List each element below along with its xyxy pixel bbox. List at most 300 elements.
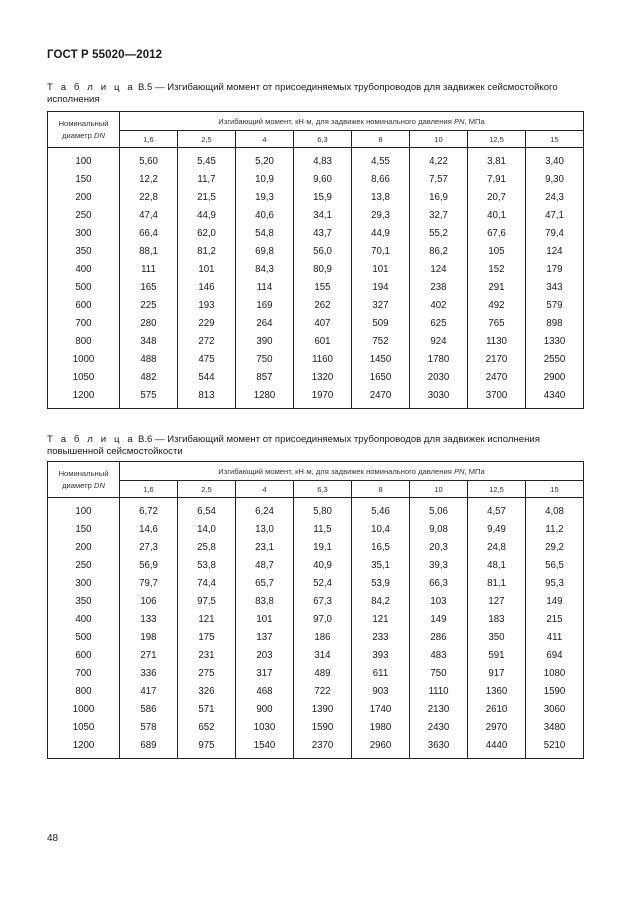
moment-cell: 101 bbox=[236, 610, 294, 628]
table-caption-b5 bbox=[47, 82, 583, 105]
moment-cell: 86,2 bbox=[410, 242, 468, 260]
moment-cell: 149 bbox=[410, 610, 468, 628]
moment-cell: 402 bbox=[410, 296, 468, 314]
table-row bbox=[48, 498, 584, 521]
moment-cell: 65,7 bbox=[236, 574, 294, 592]
table-row bbox=[48, 332, 584, 350]
moment-cell: 39,3 bbox=[410, 556, 468, 574]
moment-cell: 80,9 bbox=[294, 260, 352, 278]
moment-cell: 900 bbox=[236, 700, 294, 718]
moment-cell: 70,1 bbox=[352, 242, 410, 260]
pressure-header: 8 bbox=[352, 131, 410, 148]
moment-cell: 1970 bbox=[294, 386, 352, 409]
pressure-header: 1,6 bbox=[120, 481, 178, 498]
moment-cell: 21,5 bbox=[178, 188, 236, 206]
moment-cell: 326 bbox=[178, 682, 236, 700]
moment-cell: 327 bbox=[352, 296, 410, 314]
moment-cell: 88,1 bbox=[120, 242, 178, 260]
moment-cell: 5,45 bbox=[178, 148, 236, 171]
moment-cell: 127 bbox=[468, 592, 526, 610]
moment-cell: 271 bbox=[120, 646, 178, 664]
table-row bbox=[48, 520, 584, 538]
moment-cell: 291 bbox=[468, 278, 526, 296]
moment-cell: 111 bbox=[120, 260, 178, 278]
moment-cell: 16,9 bbox=[410, 188, 468, 206]
moment-cell: 35,1 bbox=[352, 556, 410, 574]
moment-cell: 407 bbox=[294, 314, 352, 332]
moment-cell: 4440 bbox=[468, 736, 526, 759]
moment-cell: 34,1 bbox=[294, 206, 352, 224]
moment-cell: 625 bbox=[410, 314, 468, 332]
moment-cell: 2130 bbox=[410, 700, 468, 718]
moment-cell: 83,8 bbox=[236, 592, 294, 610]
moment-cell: 95,3 bbox=[526, 574, 584, 592]
moment-cell: 32,7 bbox=[410, 206, 468, 224]
dn-cell: 150 bbox=[48, 170, 120, 188]
document-header: ГОСТ Р 55020—2012 bbox=[47, 49, 163, 61]
table-row bbox=[48, 736, 584, 759]
moment-cell: 146 bbox=[178, 278, 236, 296]
table-row bbox=[48, 682, 584, 700]
moment-cell: 11,5 bbox=[294, 520, 352, 538]
moment-cell: 16,5 bbox=[352, 538, 410, 556]
moment-cell: 48,7 bbox=[236, 556, 294, 574]
moment-cell: 23,1 bbox=[236, 538, 294, 556]
moment-cell: 24,3 bbox=[526, 188, 584, 206]
moment-cell: 1080 bbox=[526, 664, 584, 682]
moment-cell: 579 bbox=[526, 296, 584, 314]
moment-cell: 81,1 bbox=[468, 574, 526, 592]
moment-cell: 27,3 bbox=[120, 538, 178, 556]
moment-cell: 56,0 bbox=[294, 242, 352, 260]
moment-cell: 233 bbox=[352, 628, 410, 646]
moment-cell: 272 bbox=[178, 332, 236, 350]
moment-cell: 101 bbox=[178, 260, 236, 278]
moment-cell: 56,9 bbox=[120, 556, 178, 574]
pressure-header: 4 bbox=[236, 481, 294, 498]
moment-cell: 2170 bbox=[468, 350, 526, 368]
dn-cell: 350 bbox=[48, 592, 120, 610]
dn-cell: 250 bbox=[48, 556, 120, 574]
moment-cell: 1130 bbox=[468, 332, 526, 350]
group-header: Изгибающий момент, кН·м, для задвижек номинального давления PN, МПа bbox=[120, 462, 584, 481]
table-body bbox=[48, 498, 584, 759]
moment-cell: 43,7 bbox=[294, 224, 352, 242]
moment-cell: 903 bbox=[352, 682, 410, 700]
pressure-header: 15 bbox=[526, 481, 584, 498]
pressure-header: 10 bbox=[410, 131, 468, 148]
moment-cell: 1110 bbox=[410, 682, 468, 700]
table-row bbox=[48, 260, 584, 278]
moment-cell: 179 bbox=[526, 260, 584, 278]
moment-cell: 5,60 bbox=[120, 148, 178, 171]
dn-cell: 1050 bbox=[48, 718, 120, 736]
dn-cell: 1200 bbox=[48, 736, 120, 759]
moment-cell: 238 bbox=[410, 278, 468, 296]
moment-cell: 13,0 bbox=[236, 520, 294, 538]
moment-cell: 47,1 bbox=[526, 206, 584, 224]
moment-cell: 149 bbox=[526, 592, 584, 610]
moment-cell: 97,0 bbox=[294, 610, 352, 628]
dn-cell: 700 bbox=[48, 664, 120, 682]
table-row bbox=[48, 206, 584, 224]
dn-cell: 200 bbox=[48, 538, 120, 556]
moment-cell: 47,4 bbox=[120, 206, 178, 224]
moment-cell: 3,81 bbox=[468, 148, 526, 171]
moment-cell: 492 bbox=[468, 296, 526, 314]
moment-cell: 689 bbox=[120, 736, 178, 759]
moment-cell: 215 bbox=[526, 610, 584, 628]
moment-cell: 1540 bbox=[236, 736, 294, 759]
moment-cell: 8,66 bbox=[352, 170, 410, 188]
moment-cell: 53,9 bbox=[352, 574, 410, 592]
moment-cell: 3030 bbox=[410, 386, 468, 409]
caption-text: В.5 — Изгибающий момент от присоединяемых трубопроводов для задвижек сейсмостойкого исполнения bbox=[47, 82, 558, 105]
pressure-header: 2,5 bbox=[178, 481, 236, 498]
table-row bbox=[48, 646, 584, 664]
pressure-header: 1,6 bbox=[120, 131, 178, 148]
moment-cell: 229 bbox=[178, 314, 236, 332]
dn-cell: 350 bbox=[48, 242, 120, 260]
moment-cell: 155 bbox=[294, 278, 352, 296]
pressure-header: 12,5 bbox=[468, 131, 526, 148]
moment-cell: 74,4 bbox=[178, 574, 236, 592]
moment-cell: 13,8 bbox=[352, 188, 410, 206]
table-row bbox=[48, 242, 584, 260]
moment-cell: 81,2 bbox=[178, 242, 236, 260]
moment-cell: 336 bbox=[120, 664, 178, 682]
moment-cell: 5,80 bbox=[294, 498, 352, 521]
pressure-header: 8 bbox=[352, 481, 410, 498]
dn-header: Номинальный диаметр DN bbox=[48, 462, 120, 498]
moment-cell: 2470 bbox=[352, 386, 410, 409]
moment-cell: 137 bbox=[236, 628, 294, 646]
moment-cell: 67,3 bbox=[294, 592, 352, 610]
moment-cell: 611 bbox=[352, 664, 410, 682]
moment-cell: 48,1 bbox=[468, 556, 526, 574]
moment-cell: 2030 bbox=[410, 368, 468, 386]
moment-cell: 765 bbox=[468, 314, 526, 332]
moment-cell: 3,40 bbox=[526, 148, 584, 171]
moment-cell: 40,1 bbox=[468, 206, 526, 224]
table-b6 bbox=[47, 461, 584, 759]
page-number: 48 bbox=[47, 833, 59, 844]
moment-cell: 7,57 bbox=[410, 170, 468, 188]
moment-cell: 1160 bbox=[294, 350, 352, 368]
moment-cell: 124 bbox=[526, 242, 584, 260]
moment-cell: 5,20 bbox=[236, 148, 294, 171]
moment-cell: 2370 bbox=[294, 736, 352, 759]
moment-cell: 231 bbox=[178, 646, 236, 664]
pressure-header: 12,5 bbox=[468, 481, 526, 498]
dn-cell: 1050 bbox=[48, 368, 120, 386]
moment-cell: 1590 bbox=[294, 718, 352, 736]
moment-cell: 694 bbox=[526, 646, 584, 664]
table-row bbox=[48, 296, 584, 314]
moment-cell: 12,2 bbox=[120, 170, 178, 188]
moment-cell: 2970 bbox=[468, 718, 526, 736]
moment-cell: 169 bbox=[236, 296, 294, 314]
moment-cell: 11,7 bbox=[178, 170, 236, 188]
moment-cell: 2470 bbox=[468, 368, 526, 386]
moment-cell: 44,9 bbox=[178, 206, 236, 224]
moment-cell: 4,83 bbox=[294, 148, 352, 171]
dn-cell: 500 bbox=[48, 278, 120, 296]
moment-cell: 1980 bbox=[352, 718, 410, 736]
moment-cell: 22,8 bbox=[120, 188, 178, 206]
caption-text: В.6 — Изгибающий момент от присоединяемых трубопроводов для задвижек исполнения повышенной сейсмостойкости bbox=[47, 434, 540, 457]
moment-cell: 3630 bbox=[410, 736, 468, 759]
moment-cell: 121 bbox=[352, 610, 410, 628]
moment-cell: 750 bbox=[410, 664, 468, 682]
moment-cell: 10,9 bbox=[236, 170, 294, 188]
moment-cell: 2960 bbox=[352, 736, 410, 759]
moment-cell: 6,24 bbox=[236, 498, 294, 521]
moment-cell: 5,06 bbox=[410, 498, 468, 521]
moment-cell: 544 bbox=[178, 368, 236, 386]
moment-cell: 489 bbox=[294, 664, 352, 682]
moment-cell: 101 bbox=[352, 260, 410, 278]
dn-cell: 600 bbox=[48, 646, 120, 664]
moment-cell: 97,5 bbox=[178, 592, 236, 610]
moment-cell: 350 bbox=[468, 628, 526, 646]
dn-cell: 150 bbox=[48, 520, 120, 538]
moment-cell: 40,9 bbox=[294, 556, 352, 574]
moment-cell: 917 bbox=[468, 664, 526, 682]
moment-cell: 105 bbox=[468, 242, 526, 260]
moment-cell: 56,5 bbox=[526, 556, 584, 574]
moment-cell: 114 bbox=[236, 278, 294, 296]
table-row bbox=[48, 224, 584, 242]
moment-cell: 69,8 bbox=[236, 242, 294, 260]
moment-cell: 84,2 bbox=[352, 592, 410, 610]
table-row bbox=[48, 148, 584, 171]
moment-cell: 752 bbox=[352, 332, 410, 350]
moment-cell: 482 bbox=[120, 368, 178, 386]
dn-cell: 300 bbox=[48, 224, 120, 242]
moment-cell: 203 bbox=[236, 646, 294, 664]
table-caption-b6 bbox=[47, 434, 583, 457]
moment-cell: 7,91 bbox=[468, 170, 526, 188]
moment-cell: 411 bbox=[526, 628, 584, 646]
moment-cell: 488 bbox=[120, 350, 178, 368]
moment-cell: 975 bbox=[178, 736, 236, 759]
moment-cell: 19,3 bbox=[236, 188, 294, 206]
moment-cell: 6,54 bbox=[178, 498, 236, 521]
moment-cell: 9,30 bbox=[526, 170, 584, 188]
pressure-header: 6,3 bbox=[294, 131, 352, 148]
moment-cell: 193 bbox=[178, 296, 236, 314]
moment-cell: 62,0 bbox=[178, 224, 236, 242]
table-row bbox=[48, 700, 584, 718]
moment-cell: 10,4 bbox=[352, 520, 410, 538]
dn-cell: 400 bbox=[48, 260, 120, 278]
pressure-header: 2,5 bbox=[178, 131, 236, 148]
table-row bbox=[48, 628, 584, 646]
moment-cell: 317 bbox=[236, 664, 294, 682]
moment-cell: 2900 bbox=[526, 368, 584, 386]
moment-cell: 103 bbox=[410, 592, 468, 610]
moment-cell: 124 bbox=[410, 260, 468, 278]
moment-cell: 183 bbox=[468, 610, 526, 628]
moment-cell: 4340 bbox=[526, 386, 584, 409]
table-row bbox=[48, 664, 584, 682]
moment-cell: 19,1 bbox=[294, 538, 352, 556]
moment-cell: 25,8 bbox=[178, 538, 236, 556]
moment-cell: 121 bbox=[178, 610, 236, 628]
moment-cell: 722 bbox=[294, 682, 352, 700]
moment-cell: 3700 bbox=[468, 386, 526, 409]
dn-cell: 400 bbox=[48, 610, 120, 628]
moment-cell: 262 bbox=[294, 296, 352, 314]
dn-cell: 800 bbox=[48, 682, 120, 700]
dn-cell: 100 bbox=[48, 498, 120, 521]
moment-cell: 601 bbox=[294, 332, 352, 350]
moment-cell: 286 bbox=[410, 628, 468, 646]
moment-cell: 29,3 bbox=[352, 206, 410, 224]
moment-cell: 591 bbox=[468, 646, 526, 664]
table-row bbox=[48, 574, 584, 592]
moment-cell: 1360 bbox=[468, 682, 526, 700]
moment-cell: 3060 bbox=[526, 700, 584, 718]
moment-cell: 1320 bbox=[294, 368, 352, 386]
dn-cell: 600 bbox=[48, 296, 120, 314]
moment-cell: 348 bbox=[120, 332, 178, 350]
moment-cell: 3480 bbox=[526, 718, 584, 736]
moment-cell: 2550 bbox=[526, 350, 584, 368]
moment-cell: 4,22 bbox=[410, 148, 468, 171]
moment-cell: 1330 bbox=[526, 332, 584, 350]
table-row bbox=[48, 610, 584, 628]
moment-cell: 198 bbox=[120, 628, 178, 646]
moment-cell: 175 bbox=[178, 628, 236, 646]
moment-cell: 280 bbox=[120, 314, 178, 332]
moment-cell: 571 bbox=[178, 700, 236, 718]
dn-cell: 1200 bbox=[48, 386, 120, 409]
moment-cell: 417 bbox=[120, 682, 178, 700]
moment-cell: 475 bbox=[178, 350, 236, 368]
dn-cell: 700 bbox=[48, 314, 120, 332]
moment-cell: 20,7 bbox=[468, 188, 526, 206]
moment-cell: 1450 bbox=[352, 350, 410, 368]
moment-cell: 509 bbox=[352, 314, 410, 332]
moment-cell: 66,3 bbox=[410, 574, 468, 592]
table-row bbox=[48, 350, 584, 368]
dn-header: Номинальный диаметр DN bbox=[48, 112, 120, 148]
pressure-header-row bbox=[48, 131, 584, 148]
moment-cell: 84,3 bbox=[236, 260, 294, 278]
moment-cell: 578 bbox=[120, 718, 178, 736]
table-row bbox=[48, 278, 584, 296]
moment-cell: 1780 bbox=[410, 350, 468, 368]
moment-cell: 29,2 bbox=[526, 538, 584, 556]
moment-cell: 343 bbox=[526, 278, 584, 296]
moment-cell: 53,8 bbox=[178, 556, 236, 574]
moment-cell: 14,0 bbox=[178, 520, 236, 538]
moment-cell: 652 bbox=[178, 718, 236, 736]
moment-cell: 483 bbox=[410, 646, 468, 664]
pressure-header: 10 bbox=[410, 481, 468, 498]
moment-cell: 314 bbox=[294, 646, 352, 664]
dn-cell: 800 bbox=[48, 332, 120, 350]
moment-cell: 898 bbox=[526, 314, 584, 332]
moment-cell: 393 bbox=[352, 646, 410, 664]
moment-cell: 924 bbox=[410, 332, 468, 350]
moment-cell: 55,2 bbox=[410, 224, 468, 242]
table-row bbox=[48, 170, 584, 188]
moment-cell: 275 bbox=[178, 664, 236, 682]
table-row bbox=[48, 314, 584, 332]
table-row bbox=[48, 556, 584, 574]
moment-cell: 5,46 bbox=[352, 498, 410, 521]
moment-cell: 194 bbox=[352, 278, 410, 296]
moment-cell: 186 bbox=[294, 628, 352, 646]
moment-cell: 1390 bbox=[294, 700, 352, 718]
moment-cell: 14,6 bbox=[120, 520, 178, 538]
moment-cell: 152 bbox=[468, 260, 526, 278]
moment-cell: 15,9 bbox=[294, 188, 352, 206]
moment-cell: 2610 bbox=[468, 700, 526, 718]
moment-cell: 5210 bbox=[526, 736, 584, 759]
dn-cell: 1000 bbox=[48, 700, 120, 718]
pressure-header: 6,3 bbox=[294, 481, 352, 498]
moment-cell: 9,08 bbox=[410, 520, 468, 538]
moment-cell: 1280 bbox=[236, 386, 294, 409]
caption-label: Т а б л и ц а bbox=[47, 82, 136, 93]
pressure-header: 4 bbox=[236, 131, 294, 148]
moment-cell: 1590 bbox=[526, 682, 584, 700]
table-body bbox=[48, 148, 584, 409]
moment-cell: 2430 bbox=[410, 718, 468, 736]
table-b5 bbox=[47, 111, 584, 409]
table-row bbox=[48, 386, 584, 409]
moment-cell: 6,72 bbox=[120, 498, 178, 521]
moment-cell: 9,60 bbox=[294, 170, 352, 188]
moment-cell: 468 bbox=[236, 682, 294, 700]
moment-cell: 225 bbox=[120, 296, 178, 314]
moment-cell: 66,4 bbox=[120, 224, 178, 242]
moment-cell: 67,6 bbox=[468, 224, 526, 242]
table-row bbox=[48, 188, 584, 206]
moment-cell: 54,8 bbox=[236, 224, 294, 242]
pressure-header-row bbox=[48, 481, 584, 498]
moment-cell: 813 bbox=[178, 386, 236, 409]
pressure-header: 15 bbox=[526, 131, 584, 148]
moment-cell: 11,2 bbox=[526, 520, 584, 538]
dn-cell: 1000 bbox=[48, 350, 120, 368]
moment-cell: 106 bbox=[120, 592, 178, 610]
moment-cell: 44,9 bbox=[352, 224, 410, 242]
moment-cell: 750 bbox=[236, 350, 294, 368]
dn-cell: 200 bbox=[48, 188, 120, 206]
moment-cell: 79,7 bbox=[120, 574, 178, 592]
moment-cell: 24,8 bbox=[468, 538, 526, 556]
moment-cell: 4,55 bbox=[352, 148, 410, 171]
dn-cell: 250 bbox=[48, 206, 120, 224]
moment-cell: 40,6 bbox=[236, 206, 294, 224]
moment-cell: 1650 bbox=[352, 368, 410, 386]
moment-cell: 1740 bbox=[352, 700, 410, 718]
table-row bbox=[48, 368, 584, 386]
moment-cell: 4,57 bbox=[468, 498, 526, 521]
table-row bbox=[48, 592, 584, 610]
moment-cell: 1030 bbox=[236, 718, 294, 736]
moment-cell: 133 bbox=[120, 610, 178, 628]
moment-cell: 857 bbox=[236, 368, 294, 386]
group-header: Изгибающий момент, кН·м, для задвижек номинального давления PN, МПа bbox=[120, 112, 584, 131]
moment-cell: 20,3 bbox=[410, 538, 468, 556]
table-row bbox=[48, 538, 584, 556]
